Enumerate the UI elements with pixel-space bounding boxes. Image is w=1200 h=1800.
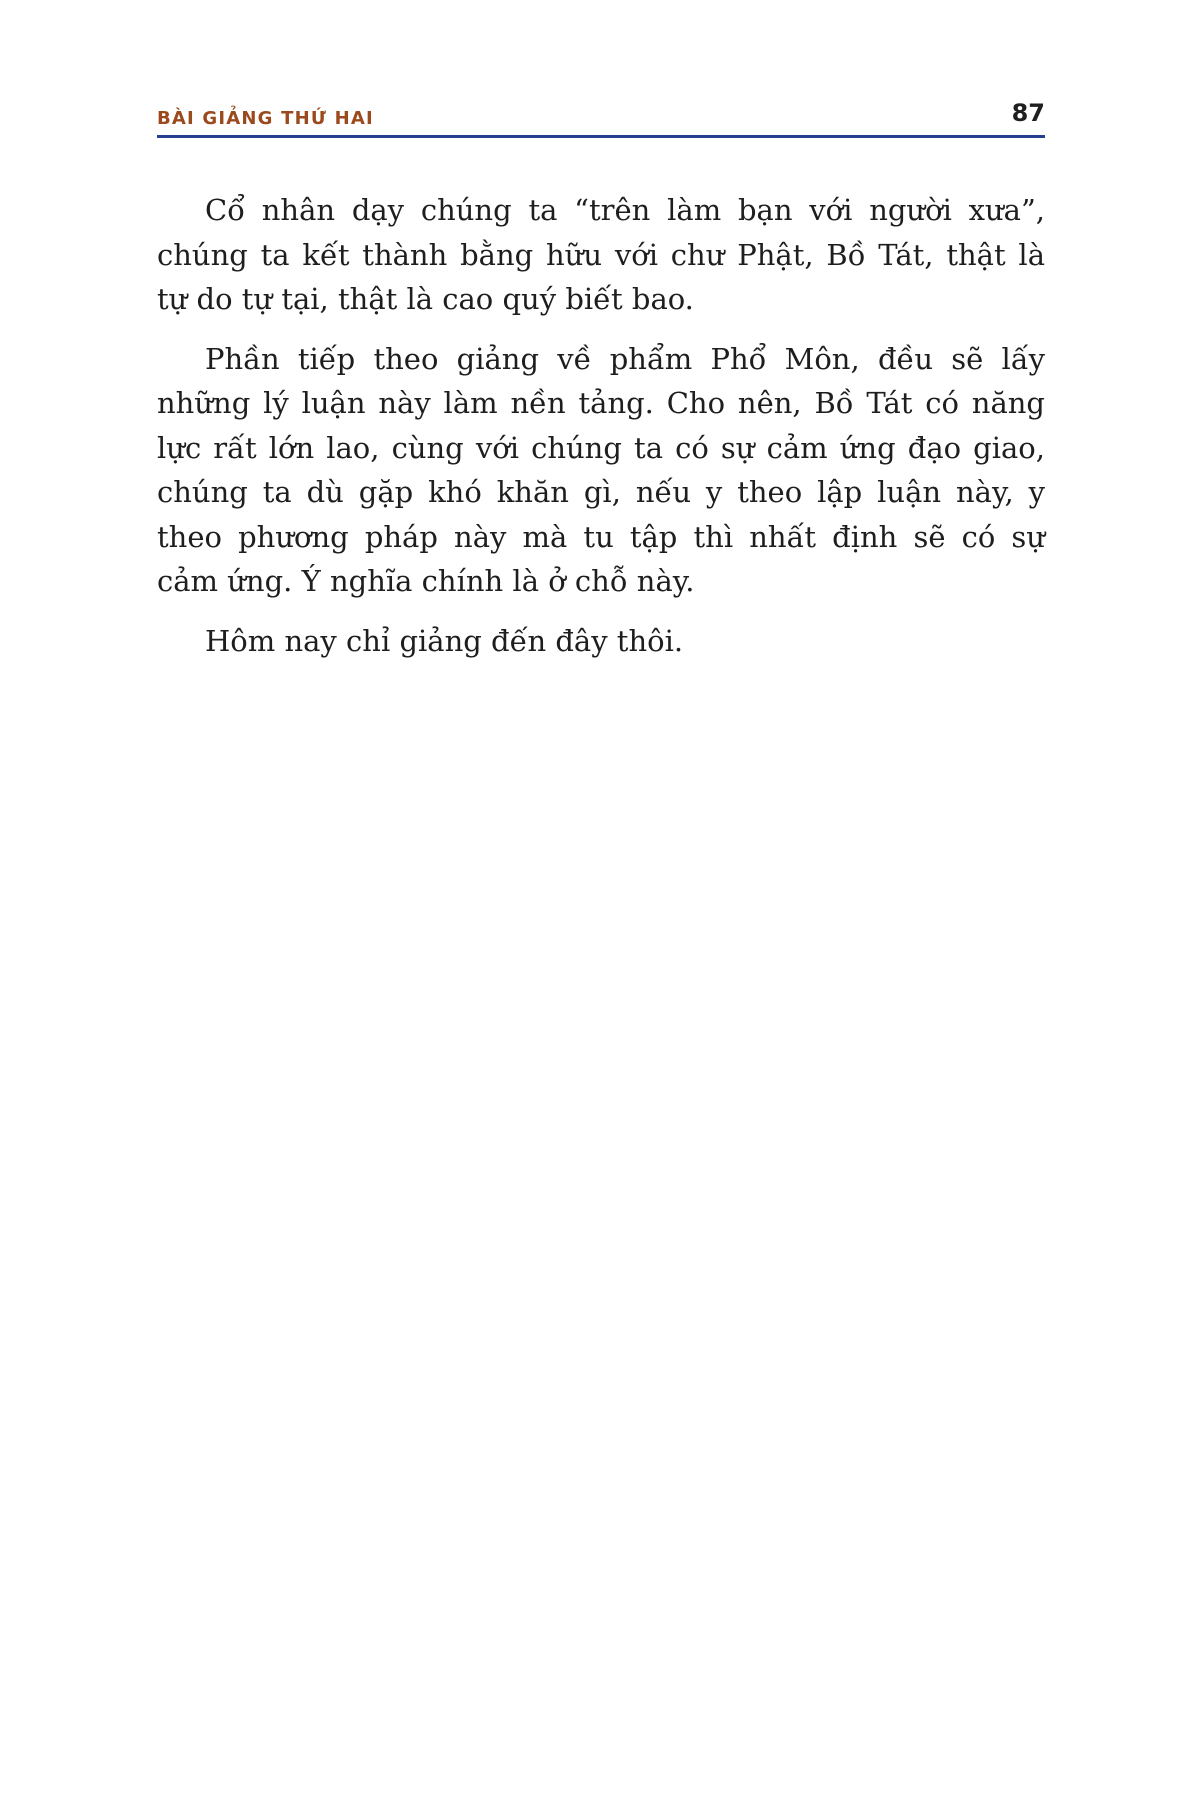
chapter-title: BÀI GIẢNG THỨ HAI (157, 108, 374, 129)
text-line: theo phương pháp này mà tu tập thì nhất định sẽ có sự (157, 519, 1045, 554)
running-header (157, 96, 1045, 136)
text-line: tự do tự tại, thật là cao quý biết bao. (157, 282, 694, 316)
text-line: Hôm nay chỉ giảng đến đây thôi. (205, 623, 684, 658)
text-line: chúng ta kết thành bằng hữu với chư Phật, Bồ Tát, thật là (157, 237, 1045, 272)
text-line: cảm ứng. Ý nghĩa chính là ở chỗ này. (157, 564, 695, 598)
text-line: Cổ nhân dạy chúng ta “trên làm bạn với người xưa”, (205, 193, 1045, 227)
paragraph-3 (157, 619, 1045, 664)
paragraph-2 (157, 337, 1045, 604)
text-line: Phần tiếp theo giảng về phẩm Phổ Môn, đều sẽ lấy (205, 341, 1045, 376)
text-line: chúng ta dù gặp khó khăn gì, nếu y theo lập luận này, y (157, 475, 1045, 509)
text-line: những lý luận này làm nền tảng. Cho nên, Bồ Tát có năng (157, 386, 1045, 420)
text-line: lực rất lớn lao, cùng với chúng ta có sự cảm ứng đạo giao, (157, 430, 1045, 465)
body-text (157, 188, 1045, 678)
paragraph-1 (157, 188, 1045, 322)
page-number: 87 (1011, 99, 1045, 127)
header-rule (157, 135, 1045, 138)
